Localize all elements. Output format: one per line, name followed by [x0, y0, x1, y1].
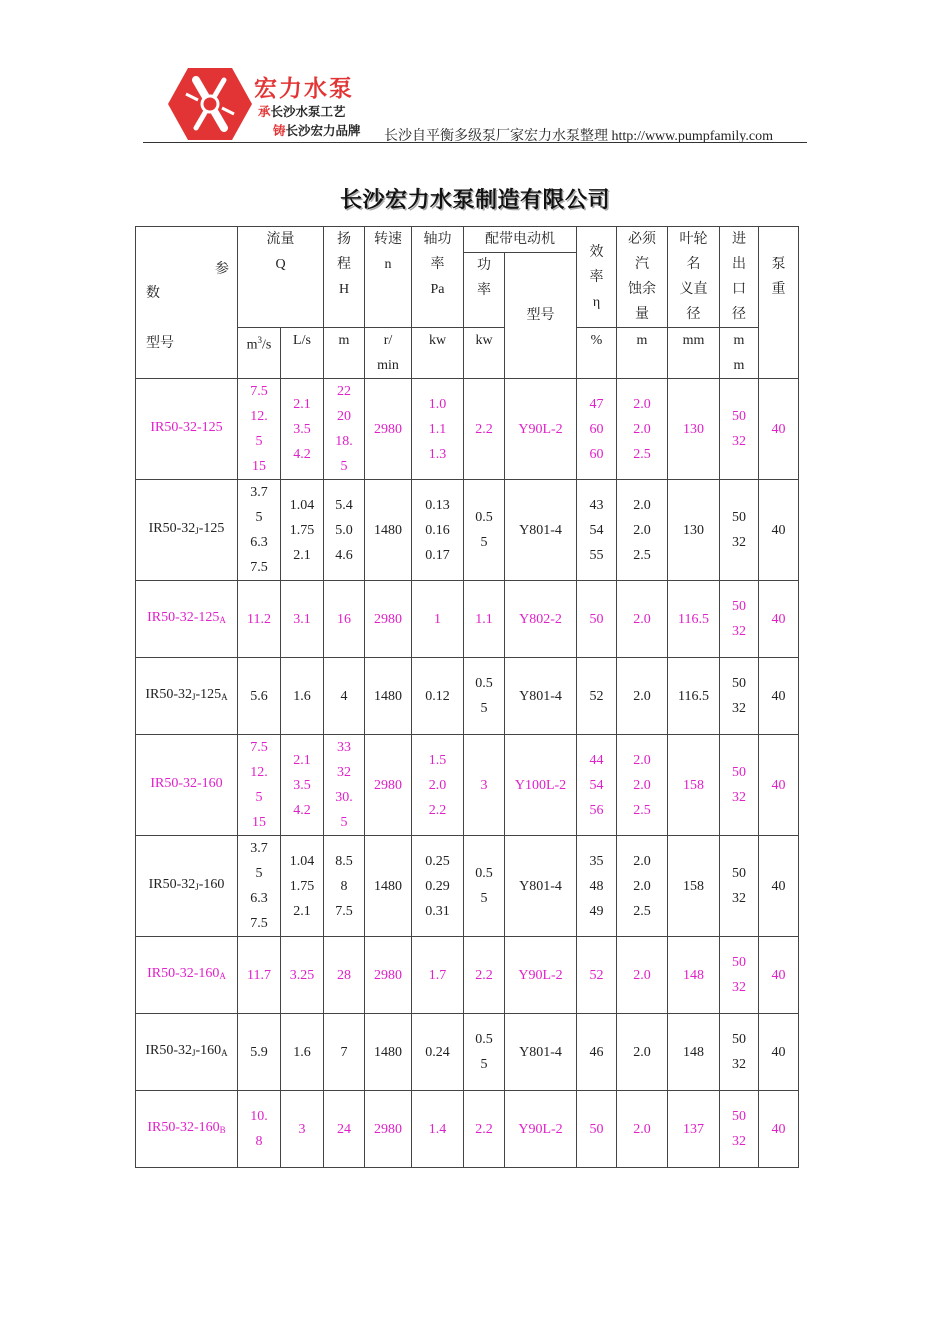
cell-shaft: 0.24 — [412, 1014, 464, 1091]
cell-eff: 50 — [577, 581, 617, 658]
table-row — [136, 1091, 799, 1168]
table-row — [136, 581, 799, 658]
cell-q-m3: 3.7 5 6.3 7.5 — [238, 836, 281, 937]
model-base: IR50-32-125 — [150, 420, 223, 435]
cell-q-ls: 1.6 — [281, 1014, 324, 1091]
cell-motor-kw: 0.5 5 — [464, 480, 505, 581]
unit-ports: m m — [720, 328, 759, 379]
tagline-1-text: 长沙水泵工艺 — [270, 104, 346, 119]
logo-emblem-icon — [168, 66, 252, 142]
cell-npsh: 2.0 — [617, 1014, 668, 1091]
cell-npsh: 2.0 — [617, 1091, 668, 1168]
cell-npsh: 2.0 2.0 2.5 — [617, 379, 668, 480]
cell-speed: 2980 — [365, 581, 412, 658]
header-npsh: 必须 汽 蚀余 量 — [617, 227, 668, 328]
cell-head: 28 — [324, 937, 365, 1014]
cell-motor-model: Y90L-2 — [505, 937, 577, 1014]
cell-q-m3: 11.2 — [238, 581, 281, 658]
cell-ports: 50 32 — [720, 735, 759, 836]
cell-motor-model: Y801-4 — [505, 836, 577, 937]
cell-npsh: 2.0 2.0 2.5 — [617, 735, 668, 836]
cell-q-m3: 3.7 5 6.3 7.5 — [238, 480, 281, 581]
cell-ports: 50 32 — [720, 658, 759, 735]
cell-q-m3: 7.5 12. 5 15 — [238, 735, 281, 836]
cell-q-m3: 11.7 — [238, 937, 281, 1014]
cell-weight: 40 — [759, 937, 799, 1014]
model-cell — [136, 1014, 238, 1091]
cell-motor-kw: 0.5 5 — [464, 658, 505, 735]
tagline-2 — [273, 121, 361, 139]
table-row — [136, 836, 799, 937]
model-cell — [136, 379, 238, 480]
cell-shaft: 1.4 — [412, 1091, 464, 1168]
cell-motor-kw: 0.5 5 — [464, 836, 505, 937]
company-logo — [168, 66, 380, 142]
model-cell — [136, 658, 238, 735]
cell-motor-model: Y802-2 — [505, 581, 577, 658]
cell-ports: 50 32 — [720, 1091, 759, 1168]
model-cell — [136, 937, 238, 1014]
model-sub: J — [191, 1048, 196, 1058]
cell-motor-model: Y801-4 — [505, 658, 577, 735]
tagline-2-text: 长沙宏力品牌 — [285, 123, 361, 138]
unit-speed: r/ min — [365, 328, 412, 379]
model-sub: B — [219, 1125, 226, 1135]
cell-speed: 1480 — [365, 836, 412, 937]
cell-head: 5.4 5.0 4.6 — [324, 480, 365, 581]
unit-flow-ls: L/s — [281, 328, 324, 379]
corner-header-cell — [136, 227, 238, 379]
cell-ports: 50 32 — [720, 379, 759, 480]
cell-shaft: 0.12 — [412, 658, 464, 735]
cell-q-m3: 5.6 — [238, 658, 281, 735]
cell-shaft: 1.0 1.1 1.3 — [412, 379, 464, 480]
cell-speed: 2980 — [365, 735, 412, 836]
cell-motor-kw: 2.2 — [464, 1091, 505, 1168]
cell-ports: 50 32 — [720, 937, 759, 1014]
cell-eff: 50 — [577, 1091, 617, 1168]
cell-head: 24 — [324, 1091, 365, 1168]
cell-shaft: 0.25 0.29 0.31 — [412, 836, 464, 937]
corner-data-label: 数 — [146, 285, 160, 301]
cell-q-ls: 2.1 3.5 4.2 — [281, 735, 324, 836]
cell-npsh: 2.0 — [617, 658, 668, 735]
cell-q-ls: 1.04 1.75 2.1 — [281, 480, 324, 581]
cell-weight: 40 — [759, 480, 799, 581]
cell-impeller: 158 — [668, 836, 720, 937]
cell-q-m3: 5.9 — [238, 1014, 281, 1091]
cell-speed: 2980 — [365, 937, 412, 1014]
cell-impeller: 116.5 — [668, 658, 720, 735]
model-cell — [136, 1091, 238, 1168]
model-base: IR50-32-160 — [147, 1120, 220, 1135]
cell-eff: 52 — [577, 658, 617, 735]
cell-head: 33 32 30. 5 — [324, 735, 365, 836]
header-ports: 进 出 口 径 — [720, 227, 759, 328]
cell-shaft: 1.5 2.0 2.2 — [412, 735, 464, 836]
table-row — [136, 480, 799, 581]
cell-speed: 2980 — [365, 1091, 412, 1168]
cell-motor-model: Y801-4 — [505, 480, 577, 581]
cell-impeller: 116.5 — [668, 581, 720, 658]
header-note: 长沙自平衡多级泵厂家宏力水泵整理 http://www.pumpfamily.com — [384, 129, 773, 144]
cell-head: 8.5 8 7.5 — [324, 836, 365, 937]
cell-impeller: 130 — [668, 379, 720, 480]
cell-head: 16 — [324, 581, 365, 658]
document-title: 长沙宏力水泵制造有限公司 — [339, 188, 610, 213]
cell-ports: 50 32 — [720, 836, 759, 937]
cell-motor-kw: 1.1 — [464, 581, 505, 658]
cell-speed: 2980 — [365, 379, 412, 480]
cell-speed: 1480 — [365, 480, 412, 581]
model-cell — [136, 480, 238, 581]
header-weight: 泵 重 — [759, 227, 799, 379]
unit-shaft-power: kw — [412, 328, 464, 379]
model-tail: -160 — [195, 1043, 222, 1058]
cell-motor-kw: 2.2 — [464, 937, 505, 1014]
cell-q-m3: 7.5 12. 5 15 — [238, 379, 281, 480]
cell-ports: 50 32 — [720, 480, 759, 581]
model-sub: J — [191, 692, 196, 702]
model-base: IR50-32 — [148, 877, 196, 892]
corner-model-label: 型号 — [146, 335, 174, 351]
unit-efficiency: % — [577, 328, 617, 379]
cell-motor-model: Y801-4 — [505, 1014, 577, 1091]
cell-impeller: 148 — [668, 937, 720, 1014]
model-sub2: A — [221, 1048, 228, 1058]
cell-eff: 44 54 56 — [577, 735, 617, 836]
model-base: IR50-32 — [148, 521, 196, 536]
model-sub: A — [219, 971, 226, 981]
header-divider — [143, 142, 807, 143]
header-row-1 — [136, 227, 799, 253]
model-sub: J — [195, 526, 199, 536]
header-motor: 配带电动机 — [464, 227, 577, 253]
model-cell — [136, 581, 238, 658]
cell-q-ls: 3.1 — [281, 581, 324, 658]
cell-weight: 40 — [759, 1091, 799, 1168]
model-sub: J — [195, 882, 199, 892]
cell-eff: 52 — [577, 937, 617, 1014]
model-sub2: A — [221, 692, 228, 702]
cell-npsh: 2.0 — [617, 581, 668, 658]
cell-ports: 50 32 — [720, 1014, 759, 1091]
model-base: IR50-32 — [145, 687, 192, 702]
header-efficiency: 效 率 η — [577, 227, 617, 328]
table-row — [136, 1014, 799, 1091]
table-row — [136, 937, 799, 1014]
cell-motor-model: Y100L-2 — [505, 735, 577, 836]
unit-flow-m3-base: m — [246, 337, 258, 353]
cell-impeller: 137 — [668, 1091, 720, 1168]
cell-q-m3: 10. 8 — [238, 1091, 281, 1168]
cell-motor-model: Y90L-2 — [505, 1091, 577, 1168]
cell-weight: 40 — [759, 581, 799, 658]
model-base: IR50-32-125 — [147, 610, 220, 625]
cell-q-ls: 2.1 3.5 4.2 — [281, 379, 324, 480]
unit-head: m — [324, 328, 365, 379]
cell-speed: 1480 — [365, 1014, 412, 1091]
header-shaft-power: 轴功 率 Pa — [412, 227, 464, 328]
cell-shaft: 0.13 0.16 0.17 — [412, 480, 464, 581]
header-motor-power: 功 率 — [464, 253, 505, 328]
header-speed: 转速 n — [365, 227, 412, 328]
cell-ports: 50 32 — [720, 581, 759, 658]
header-impeller: 叶轮 名 义直 径 — [668, 227, 720, 328]
cell-head: 22 20 18. 5 — [324, 379, 365, 480]
cell-eff: 43 54 55 — [577, 480, 617, 581]
unit-motor-power: kw — [464, 328, 505, 379]
model-base: IR50-32-160 — [147, 966, 220, 981]
unit-flow-m3-sup: 3 — [257, 335, 263, 345]
model-tail: -160 — [198, 877, 225, 892]
model-base: IR50-32-160 — [150, 776, 223, 791]
tagline-1 — [258, 102, 346, 120]
cell-q-ls: 1.6 — [281, 658, 324, 735]
tagline-2-prefix: 铸 — [273, 123, 286, 138]
pump-spec-table — [135, 226, 799, 1168]
model-cell — [136, 836, 238, 937]
cell-impeller: 158 — [668, 735, 720, 836]
cell-weight: 40 — [759, 836, 799, 937]
table-row — [136, 658, 799, 735]
cell-weight: 40 — [759, 1014, 799, 1091]
model-base: IR50-32 — [145, 1043, 192, 1058]
cell-npsh: 2.0 2.0 2.5 — [617, 480, 668, 581]
unit-flow-m3-tail: /s — [262, 337, 272, 353]
cell-weight: 40 — [759, 379, 799, 480]
cell-motor-model: Y90L-2 — [505, 379, 577, 480]
cell-eff: 46 — [577, 1014, 617, 1091]
tagline-1-prefix: 承 — [258, 104, 271, 119]
model-tail: -125 — [195, 687, 222, 702]
unit-impeller: mm — [668, 328, 720, 379]
page-header — [0, 0, 950, 150]
cell-eff: 35 48 49 — [577, 836, 617, 937]
cell-motor-kw: 2.2 — [464, 379, 505, 480]
cell-q-ls: 1.04 1.75 2.1 — [281, 836, 324, 937]
corner-param-label: 参 — [215, 261, 229, 277]
header-head: 扬 程 H — [324, 227, 365, 328]
model-tail: -125 — [198, 521, 225, 536]
cell-npsh: 2.0 2.0 2.5 — [617, 836, 668, 937]
header-motor-model: 型号 — [505, 253, 577, 379]
unit-flow-m3 — [238, 328, 281, 379]
brand-name: 宏力水泵 — [254, 76, 354, 102]
cell-impeller: 130 — [668, 480, 720, 581]
cell-motor-kw: 3 — [464, 735, 505, 836]
cell-q-ls: 3 — [281, 1091, 324, 1168]
table-row — [136, 379, 799, 480]
cell-eff: 47 60 60 — [577, 379, 617, 480]
cell-shaft: 1 — [412, 581, 464, 658]
cell-weight: 40 — [759, 658, 799, 735]
cell-motor-kw: 0.5 5 — [464, 1014, 505, 1091]
cell-impeller: 148 — [668, 1014, 720, 1091]
model-cell — [136, 735, 238, 836]
table-row — [136, 735, 799, 836]
cell-speed: 1480 — [365, 658, 412, 735]
cell-shaft: 1.7 — [412, 937, 464, 1014]
header-flow: 流量 Q — [238, 227, 324, 328]
cell-q-ls: 3.25 — [281, 937, 324, 1014]
cell-npsh: 2.0 — [617, 937, 668, 1014]
cell-weight: 40 — [759, 735, 799, 836]
unit-npsh: m — [617, 328, 668, 379]
model-sub: A — [219, 615, 226, 625]
cell-head: 7 — [324, 1014, 365, 1091]
cell-head: 4 — [324, 658, 365, 735]
